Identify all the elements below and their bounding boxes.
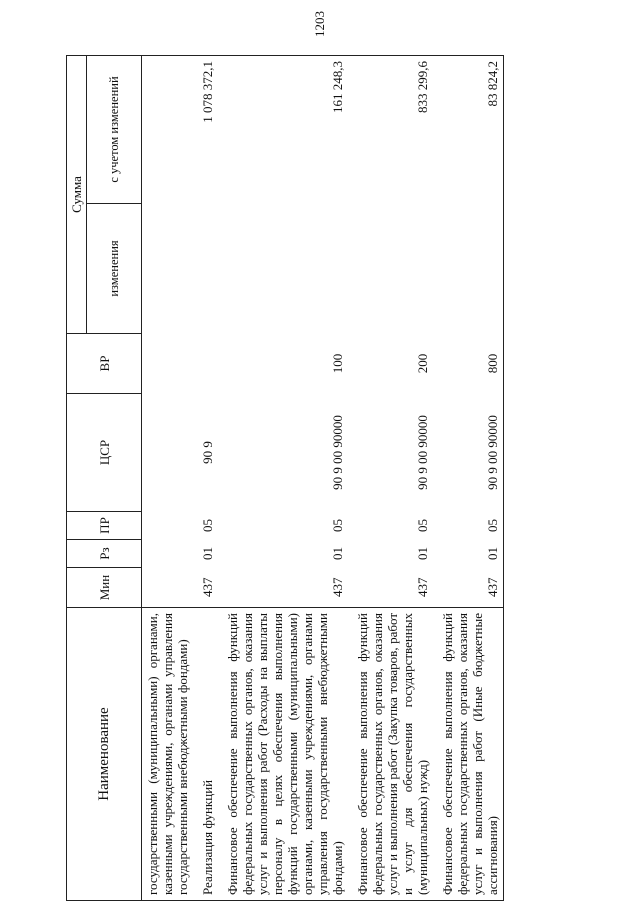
header-changes: изменения (87, 204, 142, 334)
header-vr: ВР (67, 334, 142, 394)
cell-name: Финансовое обеспечение выполнения функций федеральных государственных органов, оказания услуг и выполнения работ (Иные бюджетные ассигнования) (434, 608, 504, 901)
header-name: Наименование (67, 608, 142, 901)
table-row (219, 56, 349, 901)
cell-rz: 01 (200, 547, 215, 560)
cell-min: 437 (330, 577, 345, 597)
cell-changes (194, 204, 219, 334)
cell-csr (142, 394, 195, 512)
budget-table (66, 55, 504, 901)
cell-pr: 05 (330, 519, 345, 532)
cell-csr: 90 9 00 90000 (434, 394, 504, 512)
cell-changes (142, 204, 195, 334)
cell-name: Финансовое обеспечение выполнения функций федеральных государственных органов, оказания услуг и выполнения работ (Расходы на выплаты персоналу в целях обеспечения выполнения функций государственными (муниципальными) органами, казенными учреждениями, органами управления государственными внебюджетными фондами) (219, 608, 349, 901)
header-with-changes: с учетом изменений (87, 56, 142, 204)
page-number: 1203 (312, 11, 327, 37)
cell-pr: 05 (415, 519, 430, 532)
table-row (142, 56, 195, 901)
cell-amount: 1 078 372,1 (194, 56, 219, 204)
cell-rz: 01 (415, 547, 430, 560)
cell-vr: 800 (434, 334, 504, 394)
cell-name: Реализация функций (194, 608, 219, 901)
table-body (142, 56, 504, 901)
cell-changes (219, 204, 349, 334)
cell-vr: 200 (415, 353, 430, 374)
header-sum: Сумма (67, 56, 87, 334)
cell-rz: 01 (434, 540, 504, 568)
cell-pr: 05 (200, 519, 215, 532)
cell-vr (194, 334, 219, 394)
cell-csr: 90 9 00 90000 (330, 415, 345, 490)
cell-min: 437 (200, 577, 215, 597)
cell-pr: 05 (434, 512, 504, 540)
table-row (194, 56, 219, 901)
table-row (434, 56, 504, 901)
cell-changes (434, 204, 504, 334)
cell-vr: 100 (330, 353, 345, 374)
cell-amount: 833 299,6 (349, 56, 434, 204)
cell-amount: 161 248,3 (219, 56, 349, 204)
cell-name: Финансовое обеспечение выполнения функций федеральных государственных органов, оказания услуг и выполнения работ (Закупка товаров, работ и услуг для обеспечения государственных (муниципальных) нужд) (349, 608, 434, 901)
header-rz: Рз (67, 540, 142, 568)
budget-table-container (66, 56, 586, 901)
header-row-top (67, 56, 87, 901)
cell-changes (349, 204, 434, 334)
cell-amount: 83 824,2 (434, 56, 504, 204)
cell-min: 437 (434, 568, 504, 608)
cell-csr: 90 9 (200, 441, 215, 464)
header-min: Мин (67, 568, 142, 608)
header-pr: ПР (67, 512, 142, 540)
cell-rz: 01 (330, 547, 345, 560)
cell-name: государственными (муниципальными) органами, казенными учреждениями, органами управления государственными внебюджетными фондами) (142, 608, 195, 901)
cell-csr: 90 9 00 90000 (415, 415, 430, 490)
cell-pr (142, 512, 195, 540)
cell-min (142, 568, 195, 608)
cell-min: 437 (415, 577, 430, 597)
header-csr: ЦСР (67, 394, 142, 512)
table-row (349, 56, 434, 901)
cell-amount (142, 56, 195, 204)
cell-vr (142, 334, 195, 394)
cell-rz (142, 540, 195, 568)
